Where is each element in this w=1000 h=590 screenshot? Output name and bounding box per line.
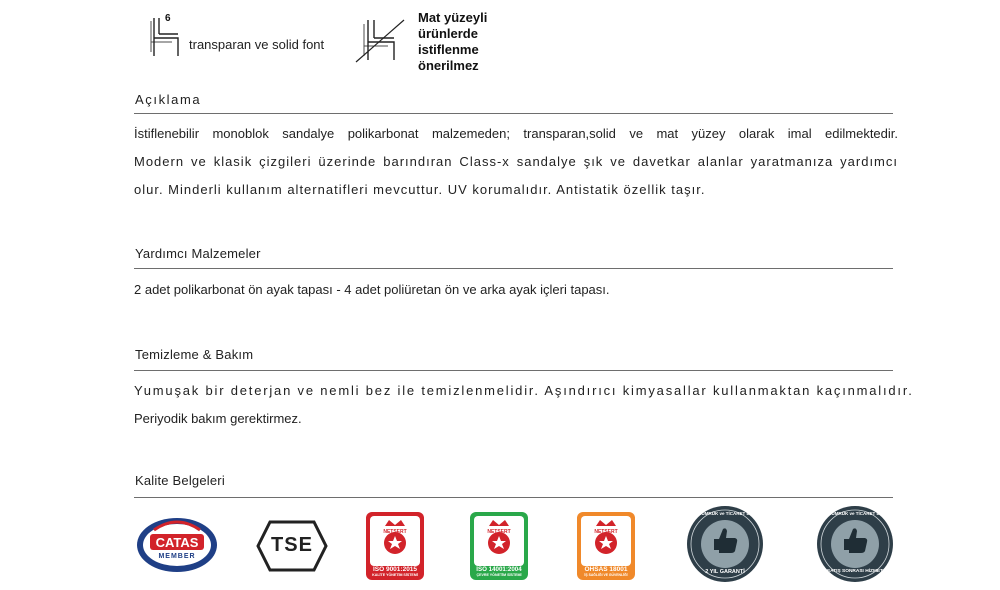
certificates-title: Kalite Belgeleri — [135, 473, 225, 488]
ohsas-badge: NETSERT OHSAS 18001 İŞ SAĞLIĞI VE GÜVENLİĞİ — [577, 512, 635, 580]
warranty-seal: GÜMRÜK ve TİCARET BAKANLIĞI 2 YIL GARANTİ — [686, 505, 764, 583]
crown-star-icon — [366, 512, 424, 566]
divider — [134, 113, 893, 114]
description-title: Açıklama — [135, 92, 202, 107]
divider — [134, 370, 893, 371]
iso14001-badge: NETSERT ISO 14001:2004 ÇEVRE YÖNETİM SİSTEMİ — [470, 512, 528, 580]
stack-count: 6 — [165, 13, 171, 24]
iso9001-badge: NETSERT ISO 9001:2015 KALİTE YÖNETİM SİSTEMİ — [366, 512, 424, 580]
divider — [134, 268, 893, 269]
divider — [134, 497, 893, 498]
crown-star-icon — [577, 512, 635, 566]
description-text: İstiflenebilir monoblok sandalye polikarbonat malzemeden; transparan,solid ve mat yüzey olarak imal edilmektedir. Modern ve klasik çizgileri üzerinde barındıran Class-x sandalye şık ve davetkar alanlar yaratmanıza yardımcı olur. Minderli kullanım alternatifleri mevcuttur. UV korumalıdır. Antistatik özellik taşır. — [134, 126, 898, 197]
stack-label: transparan ve solid font — [189, 37, 325, 52]
catas-logo: CATAS MEMBER — [136, 516, 218, 574]
tse-logo: TSE — [256, 519, 328, 573]
cleaning-title: Temizleme & Bakım — [135, 347, 254, 362]
after-sales-seal: GÜMRÜK ve TİCARET BAKANLIĞI SATIŞ SONRASI HİZMET — [816, 505, 894, 583]
matte-warning: Mat yüzeyli ürünlerde istiflenme önerilmez — [418, 10, 488, 73]
cleaning-text: Yumuşak bir deterjan ve nemli bez ile temizlenmelidir. Aşındırıcı kimyasallar kullanmaktan kaçınmalıdır. Periyodik bakım gerektirmez. — [134, 383, 914, 426]
accessories-title: Yardımcı Malzemeler — [135, 246, 261, 261]
accessories-text: 2 adet polikarbonat ön ayak tapası - 4 adet poliüretan ön ve arka ayak içleri tapası. — [134, 282, 610, 297]
crown-star-icon — [470, 512, 528, 566]
no-stack-icon — [352, 14, 412, 68]
